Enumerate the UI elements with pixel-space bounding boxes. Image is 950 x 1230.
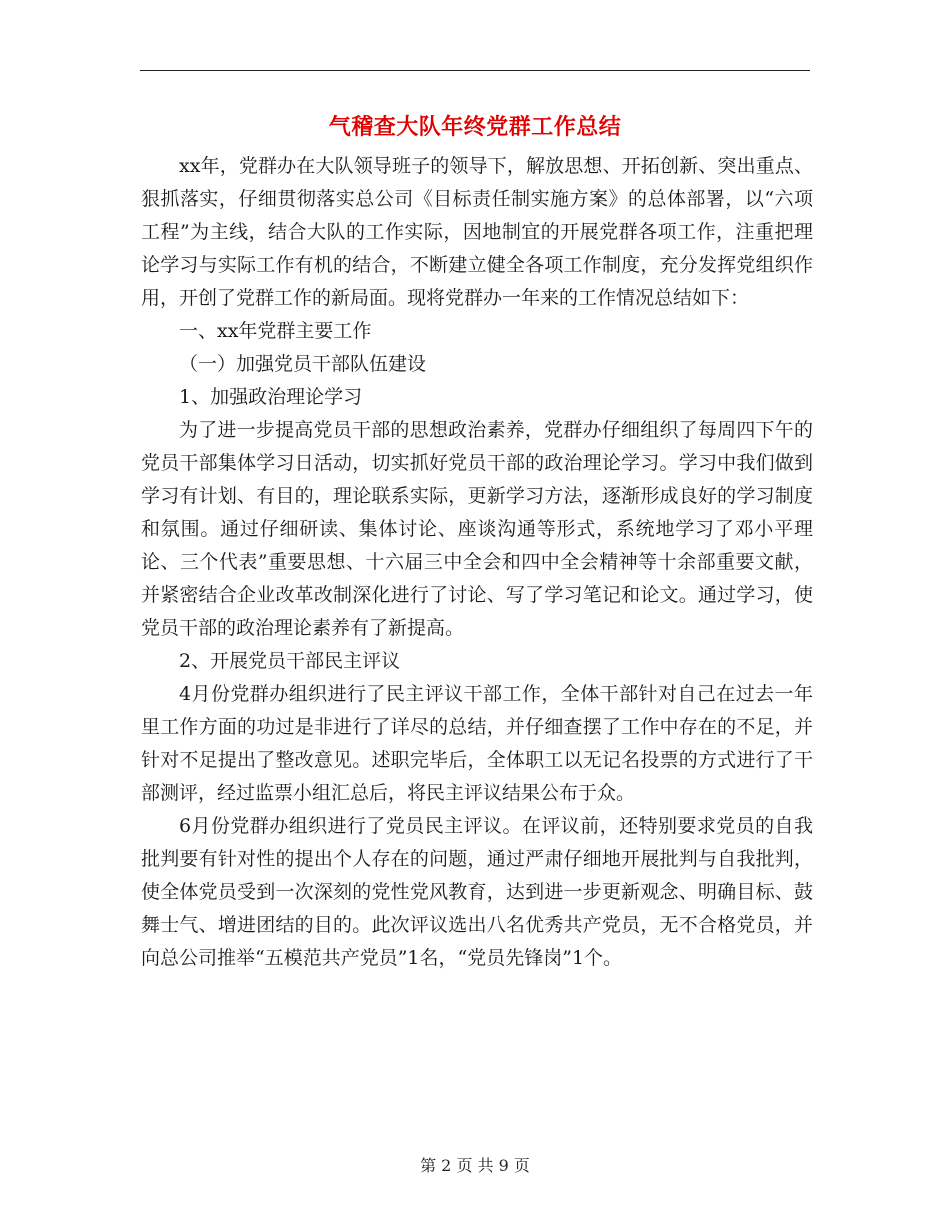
intro-paragraph: xx年，党群办在大队领导班子的领导下，解放思想、开拓创新、突出重点、狠抓落实，仔细贯彻落实总公司《目标责任制实施方案》的总体部署，以“六项工程”为主线，结合大队的工作实际，因地制宜的开展党群各项工作，注重把理论学习与实际工作有机的结合，不断建立健全各项工作制度，充分发挥党组织作用，开创了党群工作的新局面。现将党群办一年来的工作情况总结如下： [141, 155, 813, 309]
item-heading-study: 1、加强政治理论学习 [179, 386, 363, 408]
cadre-evaluation-paragraph: 4月份党群办组织进行了民主评议干部工作，全体干部针对自己在过去一年里工作方面的功过是非进行了详尽的总结，并仔细查摆了工作中存在的不足，并针对不足提出了整改意见。述职完毕后，全体职工以无记名投票的方式进行了干部测评，经过监票小组汇总后，将民主评议结果公布于众。 [141, 683, 813, 804]
page-footer: 第 2 页 共 9 页 [420, 1156, 530, 1175]
member-evaluation-paragraph: 6月份党群办组织进行了党员民主评议。在评议前，还特别要求党员的自我批判要有针对性的提出个人存在的问题，通过严肃仔细地开展批判与自我批判，使全体党员受到一次深刻的党性党风教育，达到进一步更新观念、明确目标、鼓舞士气、增进团结的目的。此次评议选出八名优秀共产党员，无不合格党员，并向总公司推举“五模范共产党员”1名，“党员先锋岗”1个。 [141, 815, 813, 969]
document-body [141, 150, 813, 975]
item-heading-evaluation: 2、开展党员干部民主评议 [179, 650, 401, 672]
section-heading: 一、xx年党群主要工作 [179, 320, 372, 342]
header-rule [140, 70, 810, 71]
study-paragraph: 为了进一步提高党员干部的思想政治素养，党群办仔细组织了每周四下午的党员干部集体学习日活动，切实抓好党员干部的政治理论学习。学习中我们做到学习有计划、有目的，理论联系实际，更新学习方法，逐渐形成良好的学习制度和氛围。通过仔细研读、集体讨论、座谈沟通等形式，系统地学习了邓小平理论、三个代表”重要思想、十六届三中全会和四中全会精神等十余部重要文献，并紧密结合企业改革改制深化进行了讨论、写了学习笔记和论文。通过学习，使党员干部的政治理论素养有了新提高。 [141, 419, 813, 639]
subsection-heading: （一）加强党员干部队伍建设 [179, 353, 427, 375]
document-title: 气稽查大队年终党群工作总结 [328, 114, 622, 140]
